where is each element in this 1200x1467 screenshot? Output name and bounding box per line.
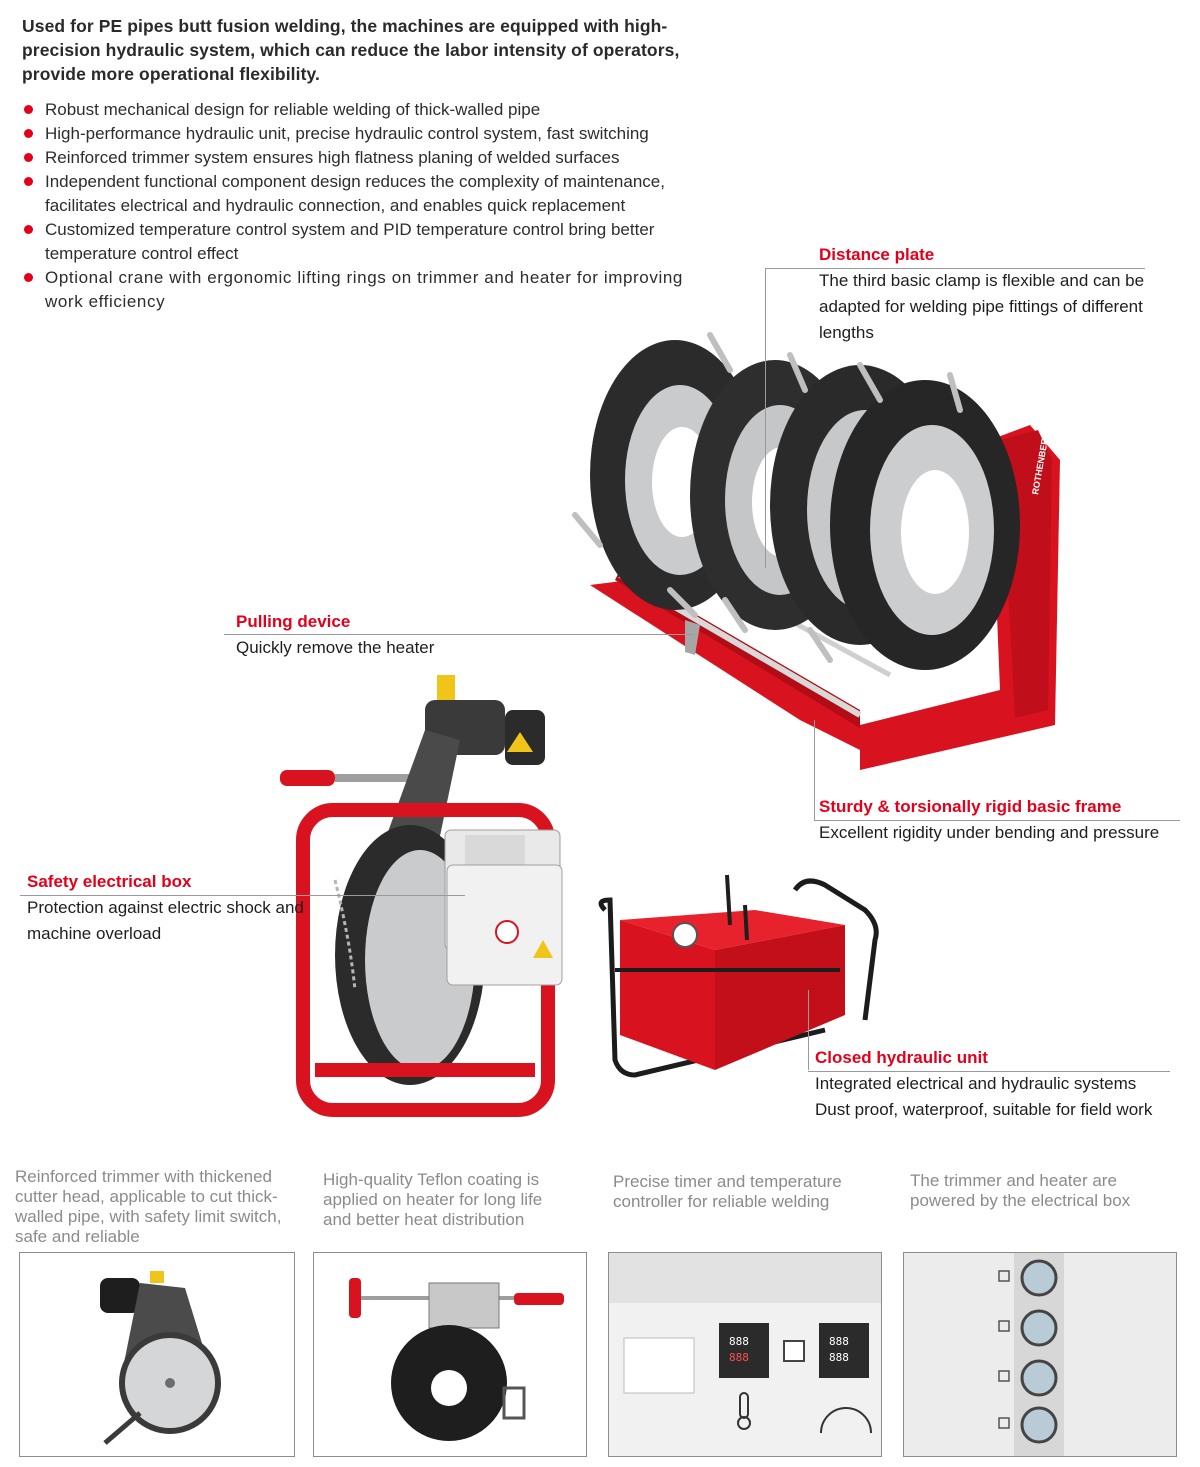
list-item: Independent functional component design reduces the complexity of maintenance, facilitates electrical and hydraulic connection, and enables quick replacement bbox=[22, 170, 722, 218]
thermometer-icon bbox=[738, 1393, 750, 1429]
callout-pulling-device-body: Quickly remove the heater bbox=[236, 638, 435, 657]
bullet-icon bbox=[24, 105, 33, 114]
thumbnail-caption: Reinforced trimmer with thickened cutter head, applicable to cut thick-walled pipe, with safety limit switch, safe and reliable bbox=[15, 1167, 282, 1246]
callout-basic-frame-title: Sturdy & torsionally rigid basic frame bbox=[819, 797, 1122, 816]
list-item: Optional crane with ergonomic lifting rings on trimmer and heater for improving work efficiency bbox=[22, 266, 722, 314]
socket-icon bbox=[999, 1321, 1009, 1331]
callout-pulling-device-title: Pulling device bbox=[236, 612, 351, 631]
callout-distance-plate-title: Distance plate bbox=[819, 245, 935, 264]
socket-icon bbox=[999, 1371, 1009, 1381]
brand-label: ROTHENBERGER bbox=[1030, 418, 1054, 496]
list-item: Reinforced trimmer system ensures high flatness planing of welded surfaces bbox=[22, 146, 722, 170]
trimmer-image bbox=[20, 1253, 294, 1456]
controller-display: 888 bbox=[729, 1351, 749, 1364]
callout-leader bbox=[808, 990, 809, 1070]
sockets-image bbox=[904, 1253, 1176, 1456]
thumbnail-heater bbox=[313, 1252, 587, 1457]
list-item: High-performance hydraulic unit, precise hydraulic control system, fast switching bbox=[22, 122, 722, 146]
thumbnail-caption: Precise timer and temperature controller for reliable welding bbox=[613, 1172, 842, 1211]
intro-paragraph: Used for PE pipes butt fusion welding, the machines are equipped with high-precision hydraulic system, which can reduce the labor intensity of operators, provide more operational flexibility. bbox=[22, 16, 680, 84]
bullet-icon bbox=[24, 177, 33, 186]
list-item: Customized temperature control system and PID temperature control bring better temperature control effect bbox=[22, 218, 722, 266]
thumbnail-controllers bbox=[608, 1252, 882, 1457]
gauge-icon bbox=[821, 1408, 871, 1433]
thumbnail-caption: The trimmer and heater are powered by the electrical box bbox=[910, 1171, 1131, 1210]
callout-leader bbox=[814, 720, 815, 820]
controller-display: 888 bbox=[829, 1335, 849, 1348]
callout-leader bbox=[765, 268, 766, 568]
bullet-icon bbox=[24, 153, 33, 162]
list-item: Robust mechanical design for reliable welding of thick-walled pipe bbox=[22, 98, 722, 122]
thumbnail-sockets bbox=[903, 1252, 1177, 1457]
thumbnail-caption: High-quality Teflon coating is applied on heater for long life and better heat distribution bbox=[323, 1170, 543, 1229]
thumbnail-trimmer bbox=[19, 1252, 295, 1457]
callout-hydraulic-unit-title: Closed hydraulic unit bbox=[815, 1048, 988, 1067]
callout-basic-frame-body: Excellent rigidity under bending and pressure bbox=[819, 823, 1160, 842]
callout-electrical-box-title: Safety electrical box bbox=[27, 872, 192, 891]
controller-display: 888 bbox=[729, 1335, 749, 1348]
callout-distance-plate-body: The third basic clamp is flexible and can be adapted for welding pipe fittings of different lengths bbox=[819, 271, 1145, 342]
socket-icon bbox=[999, 1418, 1009, 1428]
electrical-box-machine-image bbox=[275, 670, 575, 1130]
controller-panel-image bbox=[609, 1253, 881, 1456]
basic-machine-image bbox=[560, 330, 1080, 775]
bullet-icon bbox=[24, 129, 33, 138]
feature-list bbox=[22, 98, 722, 314]
bullet-icon bbox=[24, 225, 33, 234]
bullet-icon bbox=[24, 273, 33, 282]
callout-hydraulic-unit-body: Integrated electrical and hydraulic systems Dust proof, waterproof, suitable for field work bbox=[815, 1074, 1153, 1119]
heater-image bbox=[314, 1253, 586, 1456]
callout-electrical-box-body: Protection against electric shock and machine overload bbox=[27, 898, 304, 943]
controller-display: 888 bbox=[829, 1351, 849, 1364]
socket-icon bbox=[999, 1271, 1009, 1281]
